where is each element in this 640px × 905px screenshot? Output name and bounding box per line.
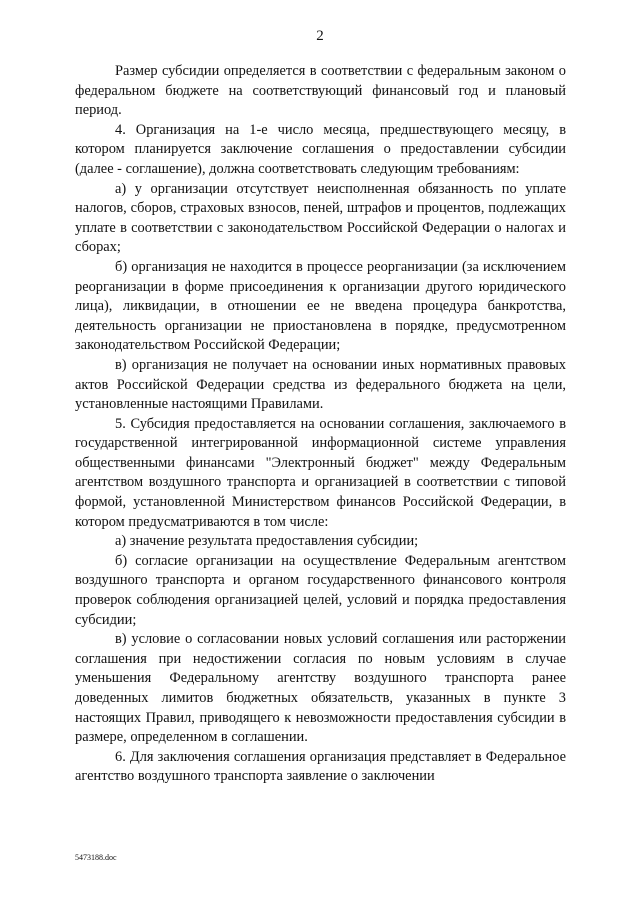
paragraph-4-requirements: 4. Организация на 1-е число месяца, предшествующего месяцу, в котором планируется заключение соглашения о предоставлении субсидии (далее - соглашение), должна соответствовать следующим требованиям: xyxy=(75,121,566,177)
page-number: 2 xyxy=(316,28,324,44)
paragraph-5a-result-value: а) значение результата предоставления субсидии; xyxy=(115,533,419,550)
paragraph-6-application: 6. Для заключения соглашения организация представляет в Федеральное агентство воздушного транспорта заявление о заключении xyxy=(75,748,566,785)
document-body xyxy=(75,62,566,787)
paragraph-5v-new-conditions: в) условие о согласовании новых условий соглашения или расторжении соглашения при недостижении согласия по новым условиям в случае уменьшения Федеральному агентству воздушного транспорта ранее доведенных лимитов бюджетных обязательств, указанных в пункте 3 настоящих Правил, приводящего к невозможности предоставления субсидии в размере, определенном в соглашении. xyxy=(75,631,566,746)
paragraph-4b-not-reorganized: б) организация не находится в процессе реорганизации (за исключением реорганизации в форме присоединения к организации другого юридического лица), ликвидации, в отношении ее не введена процедура банкротства, деятельность организации не приостановлена в порядке, предусмотренном законодательством Российской Федерации; xyxy=(75,258,566,354)
paragraph-subsidy-size: Размер субсидии определяется в соответствии с федеральным законом о федеральном бюджете на соответствующий финансовый год и плановый период. xyxy=(75,63,566,119)
paragraph-5b-audit-consent: б) согласие организации на осуществление Федеральным агентством воздушного транспорта и органом государственного финансового контроля проверок соблюдения организацией целей, условий и порядка предоставления субсидии; xyxy=(75,552,566,628)
paragraph-4a-no-tax-debt: а) у организации отсутствует неисполненная обязанность по уплате налогов, сборов, страховых взносов, пеней, штрафов и процентов, подлежащих уплате в соответствии с законодательством Российской Федерации о налогах и сборах; xyxy=(75,180,566,256)
paragraph-4v-no-other-funds: в) организация не получает на основании иных нормативных правовых актов Российской Федерации средства из федерального бюджета на цели, установленные настоящими Правилами. xyxy=(75,356,566,413)
document-file-code: 5473188.doc xyxy=(75,853,117,862)
paragraph-5-agreement: 5. Субсидия предоставляется на основании соглашения, заключаемого в государственной интегрированной информационной системе управления общественными финансами "Электронный бюджет" между Федеральным агентством воздушного транспорта и организацией в соответствии с типовой формой, установленной Министерством финансов Российской Федерации, в котором предусматриваются в том числе: xyxy=(75,415,566,530)
